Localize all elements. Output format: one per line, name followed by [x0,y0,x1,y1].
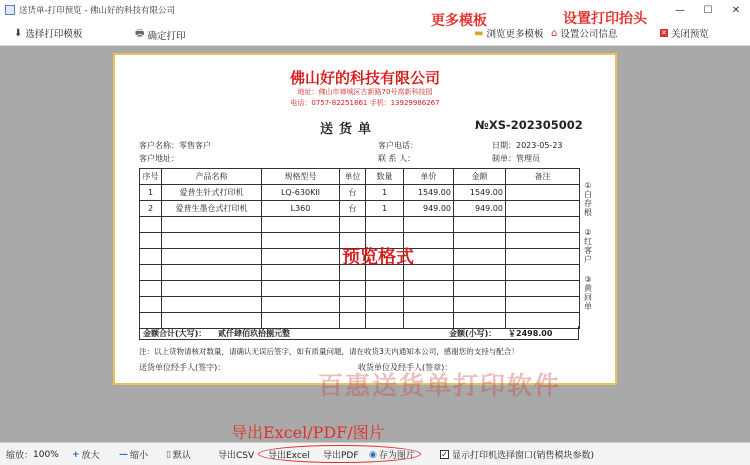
export-highlight-oval [258,445,421,463]
sender-signature-label: 送货单位经手人(签字)： [139,363,226,372]
cell-no: 1 [140,185,162,201]
window-title: 送货单-打印预览 - 佛山好的科技有限公司 [19,6,176,16]
annotation-preview-format: 预览格式 [342,247,414,268]
receiver-signature-label: 收货单位及经手人(签章)： [358,363,453,372]
watermark-text: 百惠送货单打印软件 [318,371,562,400]
preparer-label: 制单： [492,154,516,163]
column-header: 备注 [506,169,580,185]
minimize-button[interactable]: — [675,4,685,16]
cell-name: 爱普生墨仓式打印机 [162,201,262,217]
select-template-label: 选择打印模板 [25,29,83,40]
browse-templates-label: 浏览更多模板 [486,29,544,40]
document-number: №XS-202305002 [475,118,583,132]
close-preview-label: 关闭预览 [670,29,709,40]
status-bar [0,442,750,465]
window-controls [666,0,750,20]
cell-price: 1549.00 [404,185,454,201]
total-lower-value: ￥2498.00 [508,329,553,338]
total-row [139,326,579,340]
column-header: 金额 [454,169,506,185]
zoom-out-button[interactable] [119,448,148,461]
table-row [140,201,580,217]
table-row [140,185,580,201]
total-lower-label: 金额(小写)： [449,329,497,338]
cell-model: L360 [262,201,340,217]
home-icon: ⌂ [551,27,558,39]
copy-red-customer: ②红客户 [584,228,592,264]
copy-yellow-return: ③黄回单 [584,275,592,311]
plus-icon: + [72,449,80,460]
maximize-button[interactable]: ☐ [703,4,713,16]
empty-row [140,281,580,297]
document-title: 送货单 [320,122,378,137]
confirm-print-label: 确定打印 [147,30,186,42]
column-header: 单位 [340,169,366,185]
cell-unit: 台 [340,201,366,217]
set-company-label: 设置公司信息 [560,29,618,40]
customer-name-value: 零售客户 [179,141,211,150]
annotation-more-templates: 更多模板 [431,13,487,29]
cell-price: 949.00 [404,201,454,217]
copy-white-stub: ①白存根 [584,181,592,217]
preparer-field [492,153,540,164]
customer-name-field [139,140,211,151]
show-printer-dialog-label: 显示打印机选择窗口(销售模块参数) [452,451,595,461]
close-window-button[interactable]: ✕ [731,4,741,16]
preparer-value: 管理员 [516,154,540,163]
cell-amount: 1549.00 [454,185,506,201]
cell-model: LQ-630KII [262,185,340,201]
zoom-value: 100% [33,449,59,460]
company-address: 地址：佛山市禅城区古新路70号高新科技园 [297,88,433,96]
total-upper-label: 金额合计(大写)： [143,329,207,338]
cell-qty: 1 [366,201,404,217]
column-header: 产品名称 [162,169,262,185]
save-image-label: 存为图片 [378,451,415,461]
date-label: 日期： [492,141,516,150]
cell-note [506,201,580,217]
close-icon: ✕ [661,29,667,37]
zoom-out-label: 缩小 [130,451,149,461]
annotation-export-note: 导出Excel/PDF/图片 [231,423,385,442]
column-header: 单价 [404,169,454,185]
default-zoom-button[interactable] [166,448,191,461]
cell-unit: 台 [340,185,366,201]
cell-amount: 949.00 [454,201,506,217]
export-csv-button[interactable]: 导出CSV [218,451,255,461]
zoom-display [6,448,59,461]
annotation-set-header: 设置打印抬头 [563,11,647,27]
column-header: 序号 [140,169,162,185]
select-template-button[interactable] [14,26,82,40]
show-printer-dialog-checkbox[interactable] [440,448,594,461]
date-field [492,140,563,151]
zoom-label: 缩放： [6,451,34,461]
column-header: 规格型号 [262,169,340,185]
export-pdf-button[interactable]: 导出PDF [323,451,359,461]
empty-row [140,217,580,233]
date-value: 2023-05-23 [516,141,563,150]
close-preview-button[interactable] [660,26,709,40]
cell-note [506,185,580,201]
page-icon: ▯ [166,449,171,460]
table-header-row [140,169,580,185]
company-name: 佛山好的科技有限公司 [289,69,440,87]
notice-text: 注：以上货物请核对数量，请确认无误后签字，如有质量问题，请在收货3天内通知本公司，感谢您的支持与配合！ [139,347,519,356]
set-company-button[interactable] [551,26,617,40]
company-contact: 电话：0757-82251861 手机：13929986267 [290,99,440,107]
customer-name-label: 客户名称： [139,141,179,150]
checkbox-checked-icon: ✓ [441,450,448,459]
default-zoom-label: 默认 [172,451,191,461]
export-excel-button[interactable]: 导出Excel [268,451,310,461]
zoom-in-label: 放大 [81,451,100,461]
cell-no: 2 [140,201,162,217]
zoom-in-button[interactable] [72,448,100,461]
delivery-note-page [113,53,617,385]
column-header: 数量 [366,169,404,185]
arrow-down-icon: ⬇ [14,27,23,39]
contact-person-label: 联 系 人： [378,154,416,163]
printer-icon: 🖶 [135,28,145,39]
app-icon [5,5,15,15]
empty-row [140,297,580,313]
cell-qty: 1 [366,185,404,201]
image-icon: ◉ [369,449,377,460]
folder-icon: ▬ [474,27,484,39]
cell-name: 爱普生针式打印机 [162,185,262,201]
confirm-print-button[interactable] [135,26,185,43]
total-upper-value: 贰仟肆佰玖拾捌元整 [218,329,290,338]
minus-icon: — [119,449,128,460]
customer-address-label: 客户地址： [139,154,179,163]
customer-phone-label: 客户电话： [378,141,418,150]
